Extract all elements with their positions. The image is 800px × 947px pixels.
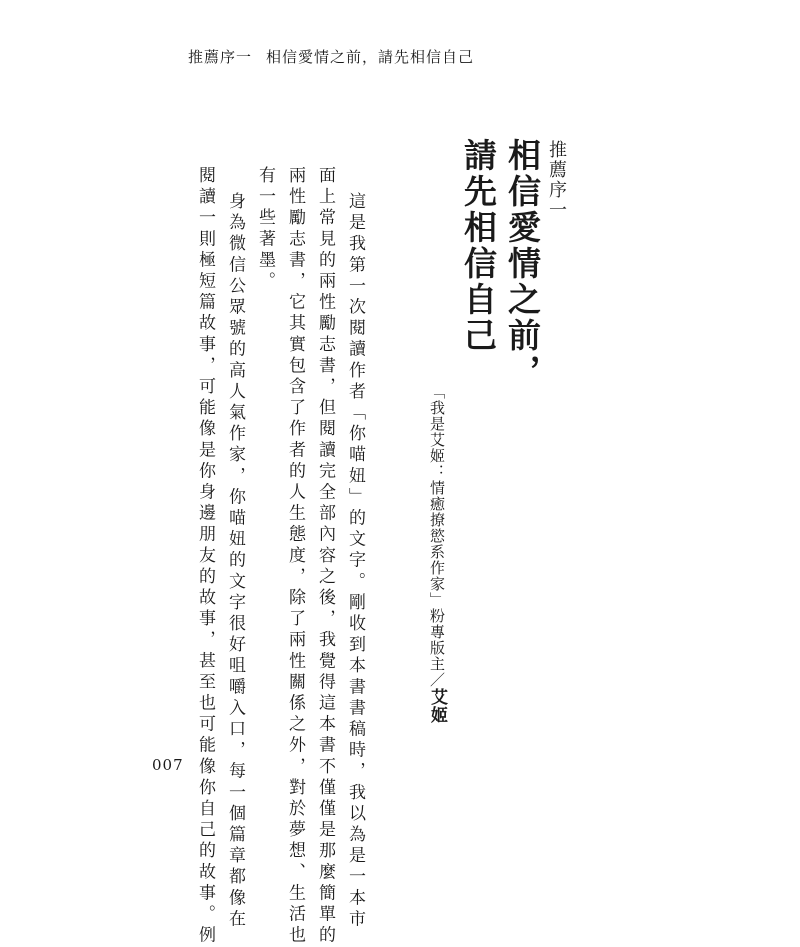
body-column-4: 有一些著墨。 — [255, 166, 275, 293]
byline-role: 「我是艾姬：情癒撩慾系作家」粉專版主／ — [428, 384, 446, 688]
running-header-title: 相信愛情之前，請先相信自己 — [266, 48, 475, 66]
body-column-1: 這是我第一次閱讀作者「你喵妞」的文字。剛收到本書書稿時，我以為是一本市 — [345, 192, 365, 931]
chapter-title-line-2: 請先相信自己 — [459, 138, 498, 354]
body-column-2: 面上常見的兩性勵志書，但閱讀完全部內容之後，我覺得這本書不僅僅是那麼簡單的 — [315, 166, 335, 947]
byline — [424, 384, 450, 724]
byline-author: 艾姬 — [427, 688, 447, 724]
running-header — [188, 46, 608, 67]
running-header-section: 推薦序一 — [188, 48, 253, 66]
chapter-eyebrow: 推薦序一 — [546, 140, 567, 220]
body-column-3: 兩性勵志書，它其實包含了作者的人生態度，除了兩性關係之外，對於夢想、生活也 — [285, 166, 305, 947]
body-column-6: 閱讀一則極短篇故事，可能像是你身邊朋友的故事，甚至也可能像你自己的故事。例 — [195, 166, 215, 947]
body-column-5: 身為微信公眾號的高人氣作家，你喵妞的文字很好咀嚼入口，每一個篇章都像在 — [225, 192, 245, 931]
page-number: 007 — [152, 756, 184, 774]
chapter-title-line-1: 相信愛情之前， — [503, 138, 542, 390]
